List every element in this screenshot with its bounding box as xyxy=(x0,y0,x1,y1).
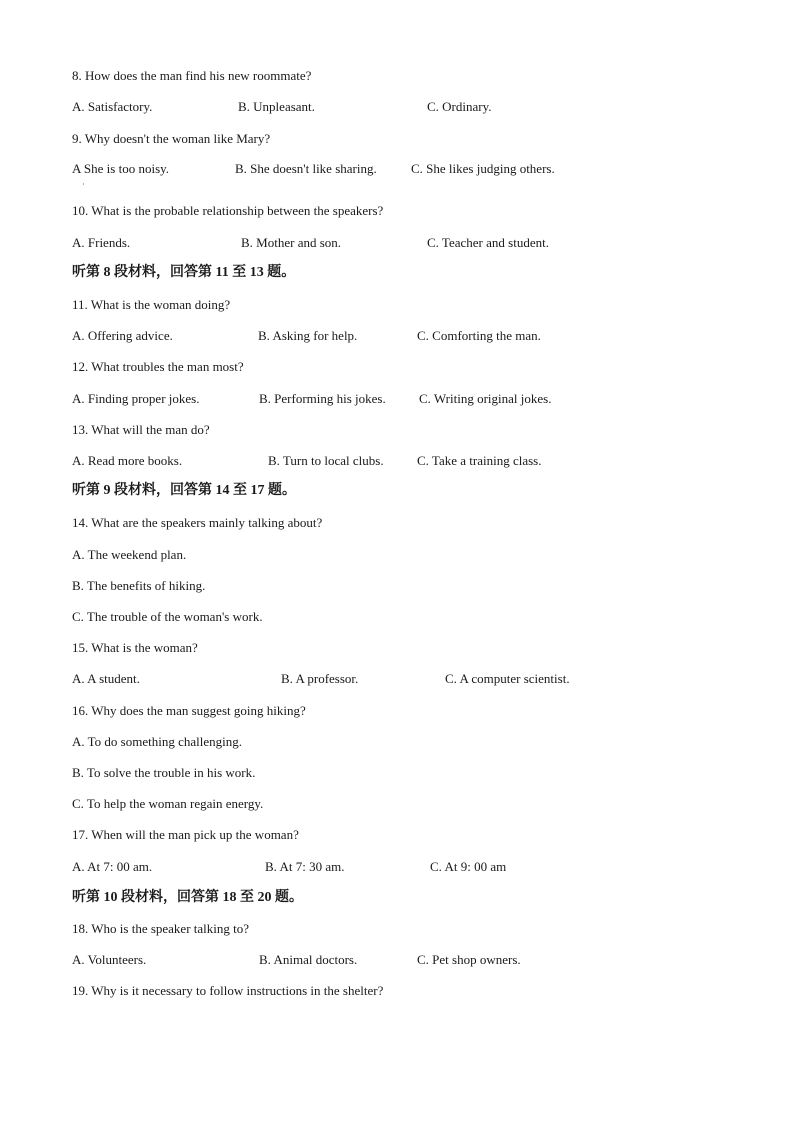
q18-option-a: A. Volunteers. xyxy=(72,952,147,967)
question-13: 13. What will the man do? xyxy=(72,422,210,437)
q17-option-b: B. At 7: 30 am. xyxy=(265,859,345,874)
q9-option-b: B. She doesn't like sharing. xyxy=(235,161,377,176)
q9-option-a: A She is too noisy. xyxy=(72,161,170,176)
q14-option-b: B. The benefits of hiking. xyxy=(72,578,206,593)
question-17: 17. When will the man pick up the woman? xyxy=(72,827,299,842)
q10-option-b: B. Mother and son. xyxy=(241,235,342,250)
question-18: 18. Who is the speaker talking to? xyxy=(72,921,250,936)
question-12: 12. What troubles the man most? xyxy=(72,359,244,374)
q10-option-a: A. Friends. xyxy=(72,235,131,250)
q16-option-b: B. To solve the trouble in his work. xyxy=(72,765,256,780)
q13-option-a: A. Read more books. xyxy=(72,453,183,468)
q8-option-c: C. Ordinary. xyxy=(427,99,492,114)
section-heading-10: 听第 10 段材料，回答第 18 至 20 题。 xyxy=(72,890,303,905)
q16-option-a: A. To do something challenging. xyxy=(72,734,242,749)
q15-option-b: B. A professor. xyxy=(281,671,359,686)
q16-option-c: C. To help the woman regain energy. xyxy=(72,796,264,811)
q17-option-c: C. At 9: 00 am xyxy=(430,859,507,874)
q10-option-c: C. Teacher and student. xyxy=(427,235,549,250)
q8-option-a: A. Satisfactory. xyxy=(72,99,153,114)
question-16: 16. Why does the man suggest going hiking? xyxy=(72,703,306,718)
q13-option-c: C. Take a training class. xyxy=(417,453,542,468)
q14-option-a: A. The weekend plan. xyxy=(72,547,187,562)
q17-option-a: A. At 7: 00 am. xyxy=(72,859,153,874)
question-14: 14. What are the speakers mainly talking about? xyxy=(72,515,323,530)
q15-option-c: C. A computer scientist. xyxy=(445,671,570,686)
question-10: 10. What is the probable relationship between the speakers? xyxy=(72,203,384,218)
q11-option-c: C. Comforting the man. xyxy=(417,328,541,343)
q9-option-c: C. She likes judging others. xyxy=(411,161,555,176)
q18-option-c: C. Pet shop owners. xyxy=(417,952,521,967)
q8-option-b: B. Unpleasant. xyxy=(238,99,315,114)
q12-option-b: B. Performing his jokes. xyxy=(259,391,386,406)
q18-option-b: B. Animal doctors. xyxy=(259,952,358,967)
section-heading-8: 听第 8 段材料，回答第 11 至 13 题。 xyxy=(72,265,296,280)
question-8: 8. How does the man find his new roommate? xyxy=(72,68,312,83)
question-9: 9. Why doesn't the woman like Mary? xyxy=(72,131,271,146)
q12-option-a: A. Finding proper jokes. xyxy=(72,391,200,406)
q13-option-b: B. Turn to local clubs. xyxy=(268,453,384,468)
q14-option-c: C. The trouble of the woman's work. xyxy=(72,609,263,624)
stray-dot-mark: · xyxy=(82,180,85,189)
q11-option-b: B. Asking for help. xyxy=(258,328,358,343)
q15-option-a: A. A student. xyxy=(72,671,140,686)
section-heading-9: 听第 9 段材料，回答第 14 至 17 题。 xyxy=(72,483,296,498)
question-19: 19. Why is it necessary to follow instructions in the shelter? xyxy=(72,983,384,998)
question-15: 15. What is the woman? xyxy=(72,640,198,655)
q12-option-c: C. Writing original jokes. xyxy=(419,391,552,406)
question-11: 11. What is the woman doing? xyxy=(72,297,231,312)
q11-option-a: A. Offering advice. xyxy=(72,328,173,343)
